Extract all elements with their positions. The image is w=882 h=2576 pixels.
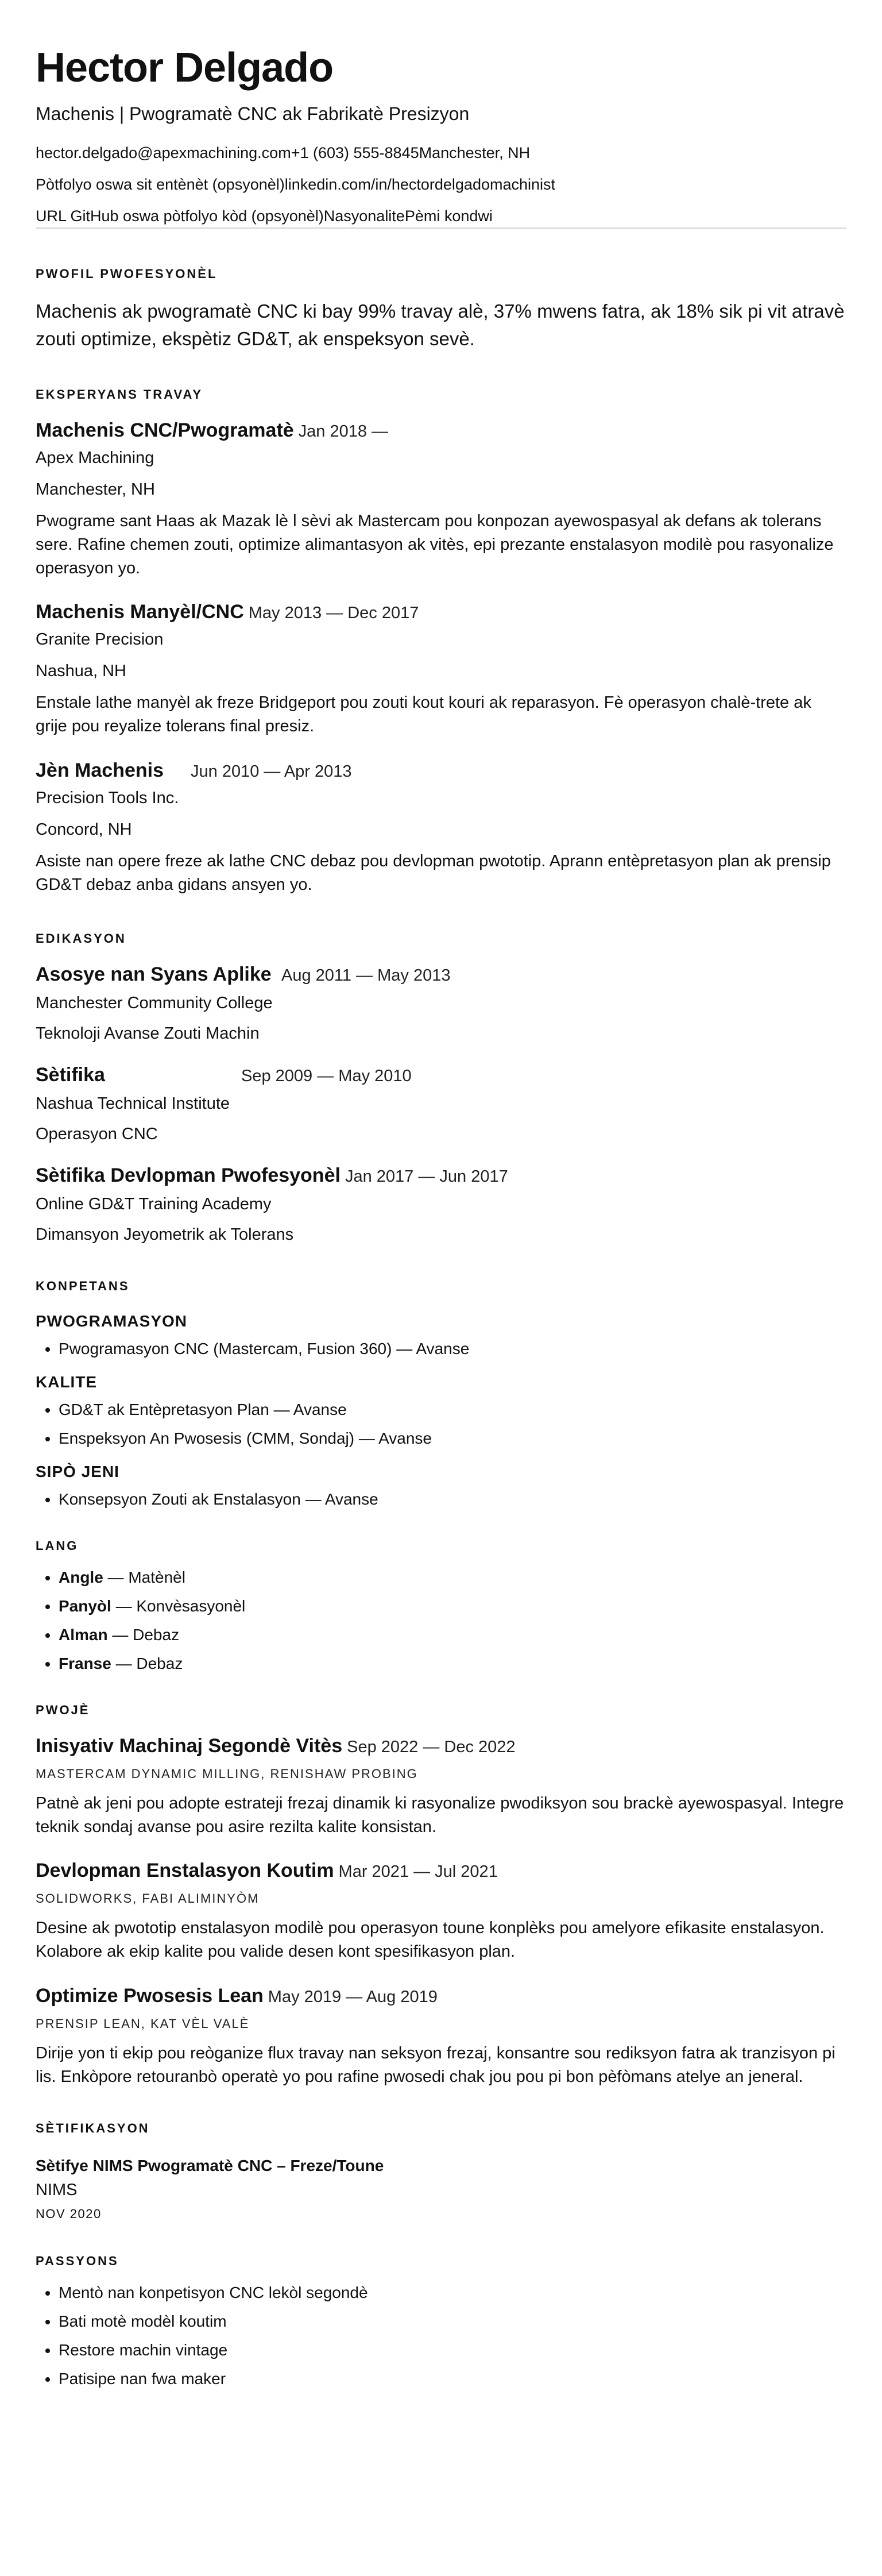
section-title-education: EDIKASYON: [36, 931, 126, 946]
job-location: Nashua, NH: [36, 662, 126, 681]
interest-item: • Mentò nan konpetisyon CNC lekòl segondè: [59, 2284, 846, 2302]
contact-phone[interactable]: +1 (603) 555-8845: [291, 144, 419, 161]
language-name: Panyòl: [59, 1596, 111, 1615]
contact-row-primary: [36, 144, 846, 162]
education-school: Manchester Community College: [36, 993, 273, 1012]
education-degree: Asosye nan Syans Aplike: [36, 963, 272, 985]
job-location: Manchester, NH: [36, 480, 155, 499]
languages-section: [36, 1538, 846, 1673]
contact-email[interactable]: hector.delgado@apexmachining.com: [36, 144, 291, 161]
education-field: Teknoloji Avanse Zouti Machin: [36, 1024, 260, 1043]
contact-nationality: Nasyonalite: [323, 207, 405, 225]
project-entry: [36, 1985, 846, 2089]
education-field: Dimansyon Jeyometrik ak Tolerans: [36, 1225, 294, 1244]
skill-group: [36, 1312, 846, 1358]
education-dates: Jan 2017 — Jun 2017: [345, 1167, 508, 1186]
project-description: Dirije yon ti ekip pou reòganize flux travay nan seksyon frezaj, konsantre sou rediksyon fatra ak tranzisyon pi lis. Enkòpore retouranbò operatè yo pou rafine pwosedi chak jou pou pi bon pèfòmans atelye an jeneral.: [36, 2043, 835, 2086]
education-entry: [36, 963, 846, 1043]
contact-permit: Pèmi kondwi: [404, 207, 493, 225]
language-item: [59, 1655, 846, 1673]
skill-category: SIPÒ JENI: [36, 1462, 119, 1480]
job-title: Jèn Machenis: [36, 759, 164, 781]
job-description: Enstale lathe manyèl ak freze Bridgeport pou zouti kout kouri ak reparasyon. Fè operasyon chalè-trete ak grije pou reyalize tolerans final presiz.: [36, 693, 811, 736]
profile-section: [36, 267, 846, 353]
job-company: Granite Precision: [36, 630, 164, 649]
language-level: — Debaz: [111, 1654, 183, 1672]
education-dates: Aug 2011 — May 2013: [281, 966, 451, 985]
section-title-interests: PASSYONS: [36, 2253, 119, 2268]
project-tech: SOLIDWORKS, FABI ALIMINYÒM: [36, 1891, 260, 1906]
job-description: Asiste nan opere freze ak lathe CNC debaz pou devlopman pwototip. Aprann entèpretasyon plan ak prensip GD&T debaz anba gidans ansyen yo.: [36, 851, 831, 894]
contact-portfolio[interactable]: Pòtfolyo oswa sit entènèt (opsyonèl): [36, 176, 285, 193]
contact-location: Manchester, NH: [419, 144, 531, 161]
contact-row-links: [36, 176, 846, 194]
education-degree: Sètifika: [36, 1063, 105, 1086]
job-company: Apex Machining: [36, 448, 154, 467]
profile-summary: Machenis ak pwogramatè CNC ki bay 99% travay alè, 37% mwens fatra, ak 18% sik pi vit atravè zouti optimize, ekspètiz GD&T, ak enspeksyon sevè.: [36, 300, 845, 349]
certification-entry: [36, 2157, 846, 2222]
job-title: Machenis CNC/Pwogramatè: [36, 419, 294, 441]
skill-category: KALITE: [36, 1372, 98, 1391]
project-title: Inisyativ Machinaj Segondè Vitès: [36, 1734, 343, 1757]
language-name: Franse: [59, 1654, 111, 1672]
project-tech: MASTERCAM DYNAMIC MILLING, RENISHAW PROBING: [36, 1766, 418, 1781]
section-title-profile: PWOFIL PWOFESYONÈL: [36, 267, 218, 281]
education-entry: [36, 1064, 846, 1144]
education-entry: [36, 1164, 846, 1244]
language-name: Alman: [59, 1625, 108, 1644]
education-degree: Sètifika Devlopman Pwofesyonèl: [36, 1164, 341, 1186]
contact-row-extra: [36, 207, 846, 229]
section-title-skills: KONPETANS: [36, 1278, 130, 1293]
project-entry: [36, 1735, 846, 1839]
job-dates: May 2013 — Dec 2017: [248, 604, 419, 623]
education-school: Nashua Technical Institute: [36, 1094, 230, 1113]
job-dates: Jan 2018 —: [298, 422, 389, 441]
skills-section: [36, 1279, 846, 1509]
education-section: [36, 931, 846, 1244]
education-school: Online GD&T Training Academy: [36, 1194, 272, 1213]
language-name: Angle: [59, 1568, 103, 1586]
certification-date: NOV 2020: [36, 2206, 102, 2221]
education-field: Operasyon CNC: [36, 1124, 158, 1143]
certification-name: Sètifye NIMS Pwogramatè CNC – Freze/Toune: [36, 2156, 384, 2174]
job-dates: Jun 2010 — Apr 2013: [191, 762, 352, 781]
interests-section: [36, 2254, 846, 2388]
project-dates: Mar 2021 — Jul 2021: [338, 1862, 498, 1881]
language-item: [59, 1568, 846, 1587]
project-dates: Sep 2022 — Dec 2022: [347, 1737, 516, 1756]
skill-item: • GD&T ak Entèpretasyon Plan — Avanse: [59, 1401, 846, 1419]
contact-linkedin[interactable]: linkedin.com/in/hectordelgadomachinist: [284, 176, 556, 193]
project-tech: PRENSIP LEAN, KAT VÈL VALÈ: [36, 2016, 250, 2031]
resume-name: Hector Delgado: [36, 45, 334, 91]
resume-headline: Machenis | Pwogramatè CNC ak Fabrikatè Presizyon: [36, 103, 470, 124]
skill-group: [36, 1373, 846, 1448]
job-title: Machenis Manyèl/CNC: [36, 601, 244, 623]
project-description: Patnè ak jeni pou adopte estrateji frezaj dinamik ki rasyonalize pwodiksyon sou brackè ayewospasyal. Integre teknik sondaj avanse pou asire rezilta kalite konsistan.: [36, 1794, 844, 1837]
experience-section: [36, 387, 846, 897]
section-title-experience: EKSPERYANS TRAVAY: [36, 387, 203, 402]
job-entry: [36, 759, 846, 897]
language-item: [59, 1597, 846, 1615]
certifications-section: [36, 2121, 846, 2222]
project-dates: May 2019 — Aug 2019: [268, 1987, 438, 2006]
language-level: — Matènèl: [103, 1568, 185, 1586]
language-level: — Debaz: [107, 1625, 180, 1644]
job-location: Concord, NH: [36, 820, 132, 839]
job-entry: [36, 601, 846, 738]
section-title-certifications: SÈTIFIKASYON: [36, 2120, 150, 2135]
job-description: Pwograme sant Haas ak Mazak lè l sèvi ak Mastercam pou konpozan ayewospasyal ak defans ak tolerans sere. Rafine chemen zouti, optimize alimantasyon ak vitès, epi prezante enstalasyon modilè pou rasyonalize operasyon yo.: [36, 511, 834, 578]
language-level: — Konvèsasyonèl: [111, 1596, 246, 1615]
interest-item: • Bati motè modèl koutim: [59, 2312, 846, 2331]
project-description: Desine ak pwototip enstalasyon modilè pou operasyon toune konplèks pou amelyore efikasite enstalasyon. Kolabore ak ekip kalite pou valide desen kont spesifikasyon plan.: [36, 1919, 825, 1961]
certification-issuer: NIMS: [36, 2180, 78, 2199]
language-item: [59, 1626, 846, 1644]
project-title: Devlopman Enstalasyon Koutim: [36, 1860, 334, 1882]
education-dates: Sep 2009 — May 2010: [241, 1066, 412, 1085]
project-entry: [36, 1860, 846, 1964]
skill-group: [36, 1463, 846, 1509]
skill-item: • Konsepsyon Zouti ak Enstalasyon — Avanse: [59, 1490, 846, 1509]
interest-item: • Restore machin vintage: [59, 2341, 846, 2359]
skill-category: PWOGRAMASYON: [36, 1312, 187, 1330]
project-title: Optimize Pwosesis Lean: [36, 1984, 264, 2007]
skill-item: • Enspeksyon An Pwosesis (CMM, Sondaj) — Avanse: [59, 1429, 846, 1448]
contact-github[interactable]: URL GitHub oswa pòtfolyo kòd (opsyonèl): [36, 207, 324, 225]
job-entry: [36, 419, 846, 581]
projects-section: [36, 1703, 846, 2089]
section-title-projects: PWOJÈ: [36, 1702, 90, 1717]
interest-item: • Patisipe nan fwa maker: [59, 2370, 846, 2388]
skill-item: • Pwogramasyon CNC (Mastercam, Fusion 360) — Avanse: [59, 1340, 846, 1358]
job-company: Precision Tools Inc.: [36, 788, 179, 807]
section-title-languages: LANG: [36, 1538, 79, 1553]
